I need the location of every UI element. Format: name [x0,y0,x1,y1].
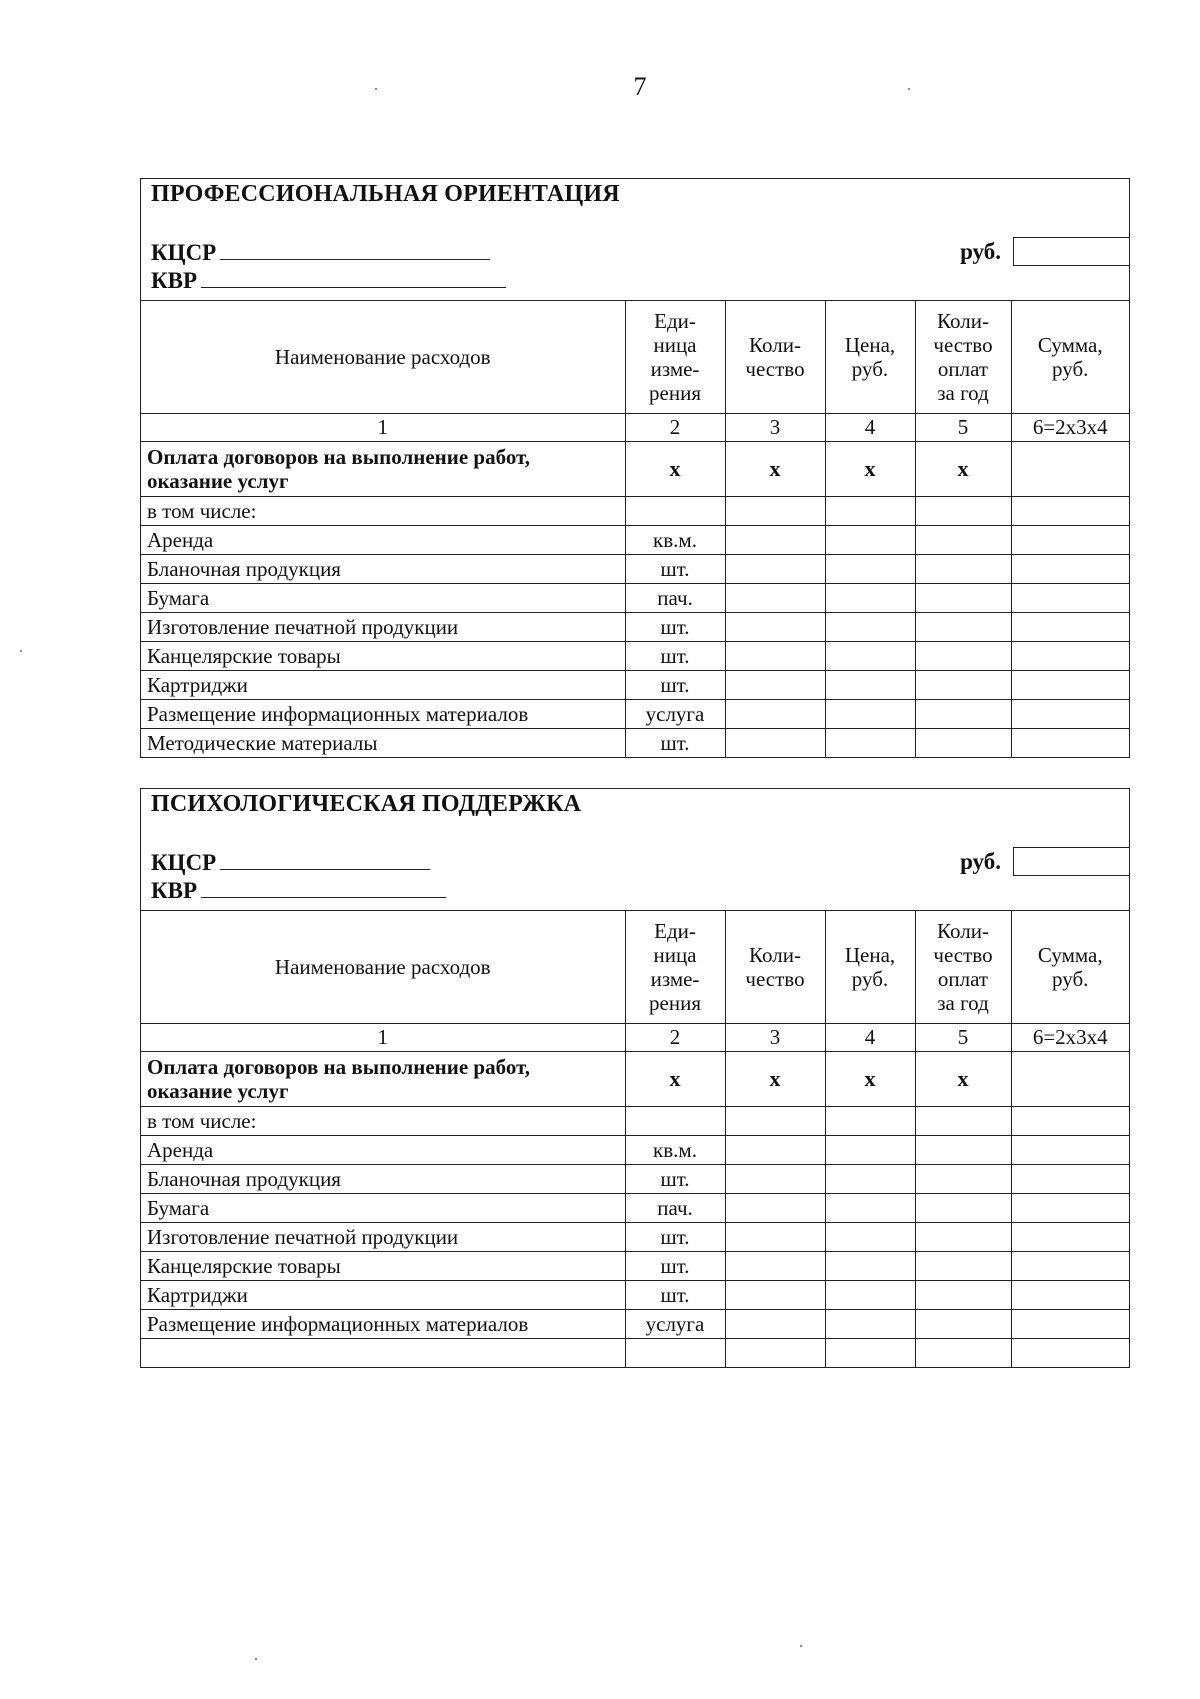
item-name: Канцелярские товары [141,1252,625,1281]
main-expense-name [141,1052,625,1107]
header-payments-line: чество [933,942,993,967]
table-row [141,584,1129,613]
table-row [141,729,1129,758]
header-payments-line: Коли- [937,308,989,333]
empty-cell [825,1107,915,1136]
price-cell[interactable] [825,1136,915,1165]
header-payments-line: Коли- [937,918,989,943]
sum-cell[interactable] [1011,642,1129,671]
sum-cell[interactable] [1011,1052,1129,1107]
item-name: Изготовление печатной продукции [141,613,625,642]
table-row [141,642,1129,671]
kvr-input[interactable] [201,267,506,288]
table-row [141,1252,1129,1281]
item-name: Размещение информационных материалов [141,1310,625,1339]
main-expense-row [141,1052,1129,1107]
table-row [141,1339,1129,1368]
header-payments-line: оплат [937,967,989,991]
kcsr-line [151,239,490,266]
table-row [141,613,1129,642]
header-qty [725,301,825,414]
kvr-line [151,267,506,294]
column-number: 6=2х3х4 [1011,1024,1129,1052]
header-sum-line: руб. [1052,967,1089,991]
payments-cell[interactable] [915,1281,1011,1310]
sum-cell[interactable] [1011,1136,1129,1165]
column-number: 4 [825,1024,915,1052]
item-name: Картриджи [141,1281,625,1310]
item-unit: шт. [625,1281,725,1310]
table-row [141,1310,1129,1339]
sum-cell[interactable] [1011,613,1129,642]
payments-cell[interactable] [915,700,1011,729]
table-row [141,1136,1129,1165]
expense-table [141,300,1129,757]
payments-cell[interactable] [915,729,1011,758]
kvr-label: КВР [151,268,198,293]
column-number: 3 [725,414,825,442]
header-unit-line: рения [649,381,701,406]
section-header [141,789,1129,910]
payments-cell[interactable] [915,642,1011,671]
price-cell[interactable] [825,729,915,758]
qty-cell[interactable] [725,671,825,700]
header-payments-line: за год [937,991,989,1016]
header-sum-line: Сумма, [1037,942,1103,967]
item-unit: шт. [625,1252,725,1281]
empty-cell [825,497,915,526]
header-payments-line: оплат [937,357,989,381]
price-cell[interactable] [825,1281,915,1310]
item-unit: шт. [625,1165,725,1194]
item-name: Методические материалы [141,729,625,758]
header-row [141,301,1129,414]
main-expense-line: Оплата договоров на выполнение работ, [147,1054,531,1079]
main-expense-row [141,442,1129,497]
item-name: Аренда [141,526,625,555]
payments-cell[interactable] [915,1223,1011,1252]
item-unit: шт. [625,671,725,700]
price-cell[interactable] [825,1339,915,1368]
sum-cell[interactable] [1011,442,1129,497]
payments-cell[interactable] [915,613,1011,642]
qty-cell[interactable] [725,613,825,642]
not-applicable-mark: х [915,1052,1011,1107]
main-expense-name [141,442,625,497]
kvr-label: КВР [151,878,198,903]
header-unit-line: ница [653,942,697,967]
kcsr-line [151,849,430,876]
not-applicable-mark: х [915,442,1011,497]
price-cell[interactable] [825,671,915,700]
not-applicable-mark: х [825,1052,915,1107]
table-row [141,526,1129,555]
kvr-line [151,877,446,904]
item-unit: шт. [625,729,725,758]
price-cell[interactable] [825,1223,915,1252]
sum-cell[interactable] [1011,555,1129,584]
qty-cell[interactable] [725,1281,825,1310]
qty-cell[interactable] [725,642,825,671]
item-name: Бланочная продукция [141,1165,625,1194]
item-name: Канцелярские товары [141,642,625,671]
column-number: 4 [825,414,915,442]
header-unit [625,301,725,414]
item-unit: шт. [625,642,725,671]
item-unit: шт. [625,555,725,584]
item-unit: шт. [625,613,725,642]
column-number: 1 [141,1024,625,1052]
price-cell[interactable] [825,555,915,584]
subheader-row [141,1107,1129,1136]
item-name: Бумага [141,584,625,613]
item-unit [625,1339,725,1368]
header-payments [915,301,1011,414]
header-unit [625,911,725,1024]
header-unit-line: Еди- [654,918,696,943]
header-price [825,911,915,1024]
kvr-input[interactable] [201,877,446,898]
empty-cell [725,1107,825,1136]
price-cell[interactable] [825,584,915,613]
table-row [141,1281,1129,1310]
kcsr-label: КЦСР [151,240,217,265]
column-number: 2 [625,414,725,442]
payments-cell[interactable] [915,1252,1011,1281]
header-qty-line: чество [745,967,805,991]
scan-speck [20,650,22,652]
subheader-label: в том числе: [141,1107,625,1136]
header-qty [725,911,825,1024]
qty-cell[interactable] [725,555,825,584]
qty-cell[interactable] [725,1339,825,1368]
page-number: 7 [633,72,647,101]
header-unit-line: изме- [650,967,700,991]
payments-cell[interactable] [915,1310,1011,1339]
column-number: 6=2х3х4 [1011,414,1129,442]
payments-cell[interactable] [915,1136,1011,1165]
main-expense-line: оказание услуг [147,1079,289,1103]
price-cell[interactable] [825,1194,915,1223]
expense-table [141,910,1129,1367]
header-qty-line: Коли- [749,332,801,357]
column-number-row [141,414,1129,442]
qty-cell[interactable] [725,1136,825,1165]
sum-cell[interactable] [1011,526,1129,555]
empty-cell [725,497,825,526]
rub-total-box[interactable] [1013,237,1129,266]
payments-cell[interactable] [915,1339,1011,1368]
qty-cell[interactable] [725,1252,825,1281]
item-name: Картриджи [141,671,625,700]
qty-cell[interactable] [725,1223,825,1252]
main-expense-line: оказание услуг [147,469,289,493]
sum-cell[interactable] [1011,700,1129,729]
empty-cell [915,1107,1011,1136]
section-title: ПРОФЕССИОНАЛЬНАЯ ОРИЕНТАЦИЯ [151,181,620,207]
qty-cell[interactable] [725,1165,825,1194]
item-name: Размещение информационных материалов [141,700,625,729]
table-row [141,555,1129,584]
column-number: 5 [915,1024,1011,1052]
table-row [141,1223,1129,1252]
header-price [825,301,915,414]
not-applicable-mark: х [725,1052,825,1107]
sum-cell[interactable] [1011,1223,1129,1252]
scan-speck [255,1658,257,1660]
not-applicable-mark: х [625,442,725,497]
table-row [141,1194,1129,1223]
item-unit: услуга [625,700,725,729]
sum-cell[interactable] [1011,1310,1129,1339]
header-qty-line: чество [745,357,805,381]
price-cell[interactable] [825,1252,915,1281]
not-applicable-mark: х [725,442,825,497]
header-name: Наименование расходов [141,301,625,414]
header-sum [1011,301,1129,414]
price-cell[interactable] [825,642,915,671]
kcsr-label: КЦСР [151,850,217,875]
empty-cell [1011,1107,1129,1136]
payments-cell[interactable] [915,526,1011,555]
budget-section [140,178,1130,758]
header-price-line: Цена, [844,332,896,357]
payments-cell[interactable] [915,1194,1011,1223]
item-unit: шт. [625,1223,725,1252]
header-price-line: Цена, [844,942,896,967]
qty-cell[interactable] [725,1310,825,1339]
item-name: Бланочная продукция [141,555,625,584]
column-number: 5 [915,414,1011,442]
sum-cell[interactable] [1011,584,1129,613]
not-applicable-mark: х [625,1052,725,1107]
item-name: Бумага [141,1194,625,1223]
header-sum [1011,911,1129,1024]
sum-cell[interactable] [1011,1165,1129,1194]
scan-speck [375,88,377,90]
column-number: 1 [141,414,625,442]
column-number: 2 [625,1024,725,1052]
header-price-line: руб. [851,967,889,991]
payments-cell[interactable] [915,555,1011,584]
header-price-line: руб. [851,357,889,381]
header-unit-line: изме- [650,357,700,381]
payments-cell[interactable] [915,584,1011,613]
sum-cell[interactable] [1011,1281,1129,1310]
not-applicable-mark: х [825,442,915,497]
qty-cell[interactable] [725,700,825,729]
main-expense-line: Оплата договоров на выполнение работ, [147,444,531,469]
kcsr-input[interactable] [220,239,490,260]
subheader-label: в том числе: [141,497,625,526]
section-header [141,179,1129,300]
sum-cell[interactable] [1011,671,1129,700]
header-unit-line: ница [653,332,697,357]
table-row [141,1165,1129,1194]
header-row [141,911,1129,1024]
item-unit: кв.м. [625,1136,725,1165]
qty-cell[interactable] [725,729,825,758]
empty-cell [1011,497,1129,526]
rub-label: руб. [960,849,1001,874]
empty-cell [915,497,1011,526]
item-unit: кв.м. [625,526,725,555]
header-unit-line: рения [649,991,701,1016]
qty-cell[interactable] [725,526,825,555]
header-payments-line: за год [937,381,989,406]
rub-label: руб. [960,239,1001,264]
qty-cell[interactable] [725,1194,825,1223]
kcsr-input[interactable] [220,849,430,870]
scan-speck [908,88,910,90]
header-name: Наименование расходов [141,911,625,1024]
empty-cell [625,497,725,526]
table-row [141,700,1129,729]
item-name: Изготовление печатной продукции [141,1223,625,1252]
budget-section [140,788,1130,1368]
price-cell[interactable] [825,1165,915,1194]
price-cell[interactable] [825,526,915,555]
header-qty-line: Коли- [749,942,801,967]
sum-cell[interactable] [1011,729,1129,758]
qty-cell[interactable] [725,584,825,613]
sum-cell[interactable] [1011,1339,1129,1368]
header-unit-line: Еди- [654,308,696,333]
subheader-row [141,497,1129,526]
rub-total-box[interactable] [1013,847,1129,876]
table-row [141,671,1129,700]
sum-cell[interactable] [1011,1252,1129,1281]
payments-cell[interactable] [915,671,1011,700]
header-payments [915,911,1011,1024]
empty-cell [625,1107,725,1136]
item-unit: пач. [625,1194,725,1223]
item-name [141,1339,625,1368]
price-cell[interactable] [825,700,915,729]
section-title: ПСИХОЛОГИЧЕСКАЯ ПОДДЕРЖКА [151,791,582,817]
column-number-row [141,1024,1129,1052]
header-payments-line: чество [933,332,993,357]
price-cell[interactable] [825,1310,915,1339]
sum-cell[interactable] [1011,1194,1129,1223]
price-cell[interactable] [825,613,915,642]
header-sum-line: Сумма, [1037,332,1103,357]
payments-cell[interactable] [915,1165,1011,1194]
item-name: Аренда [141,1136,625,1165]
item-unit: пач. [625,584,725,613]
item-unit: услуга [625,1310,725,1339]
column-number: 3 [725,1024,825,1052]
header-sum-line: руб. [1052,357,1089,381]
scan-speck [800,1645,802,1647]
